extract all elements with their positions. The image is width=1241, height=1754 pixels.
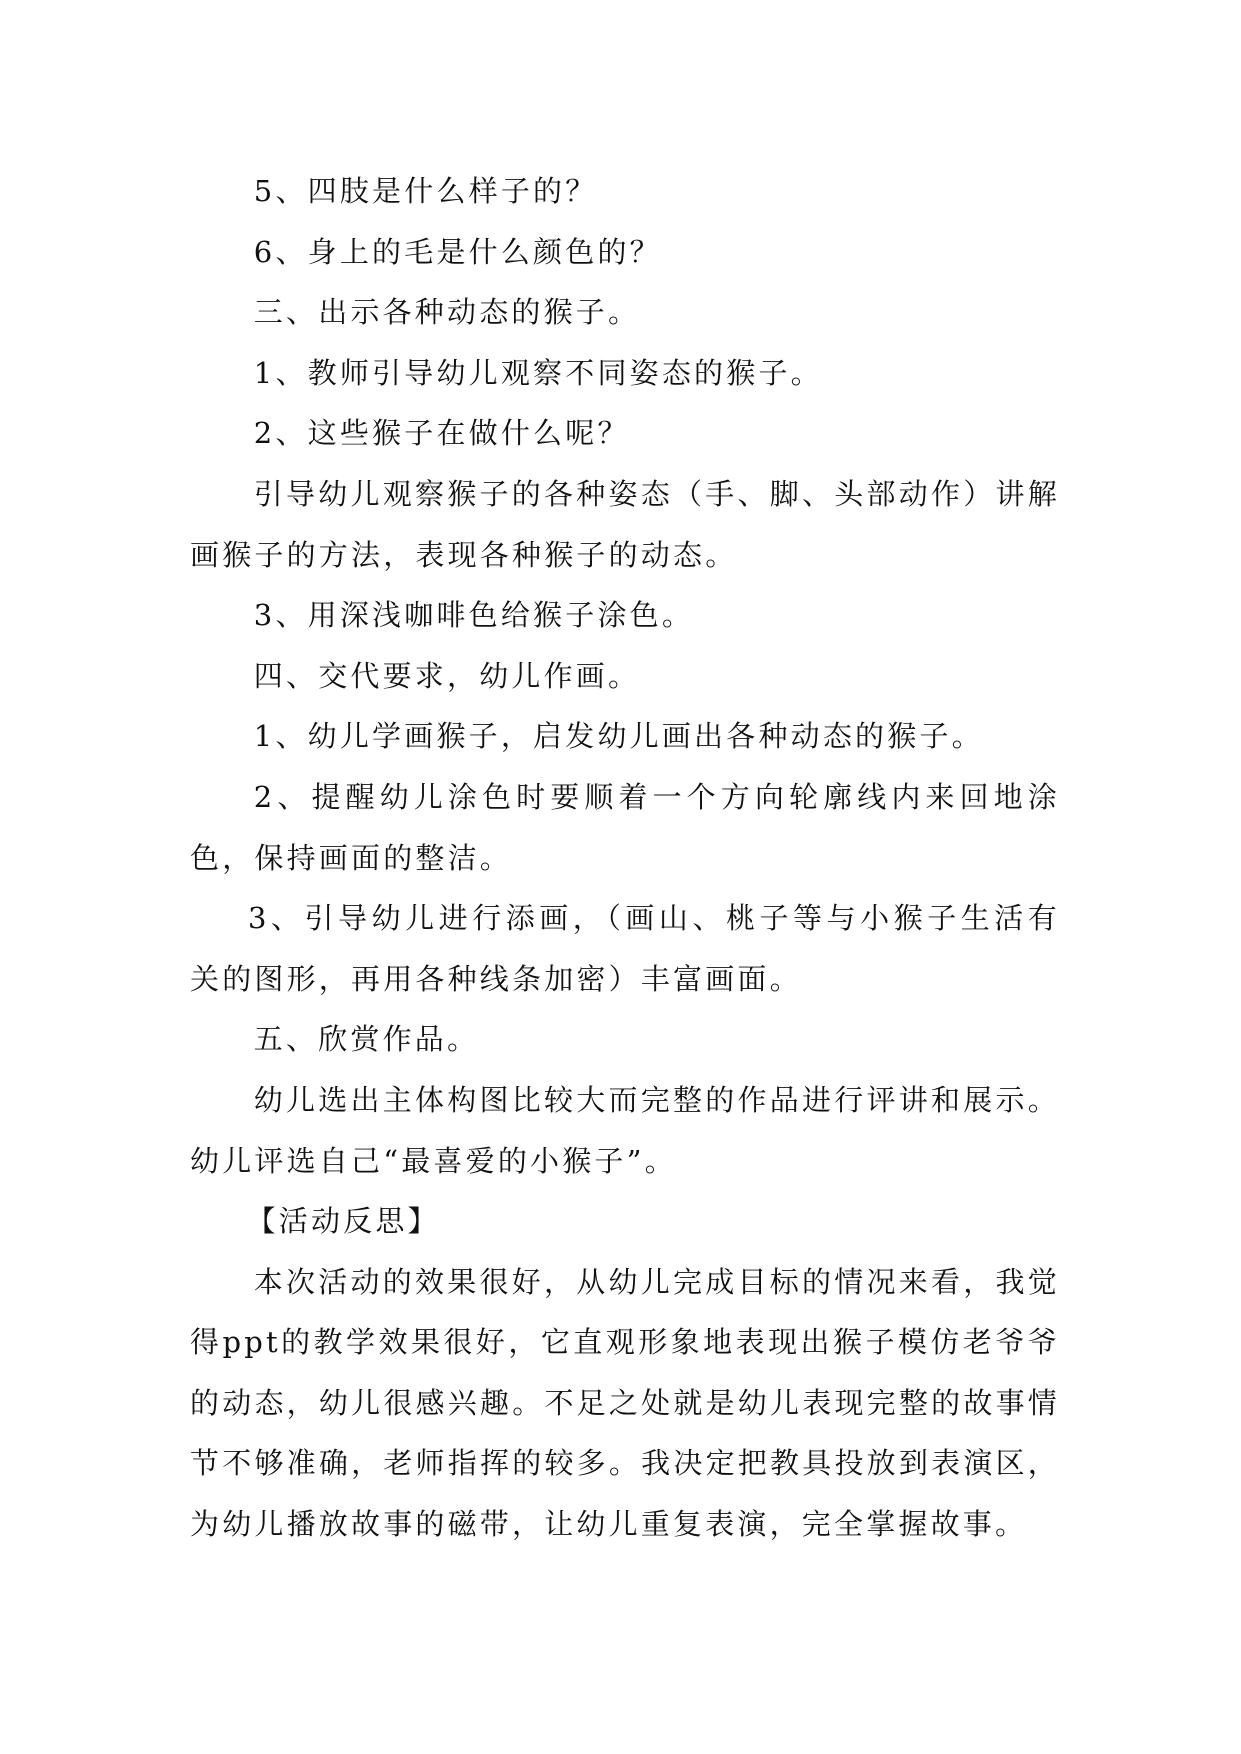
- document-body: [190, 161, 1060, 1555]
- paragraph-what-monkeys-doing: 2、这些猴子在做什么呢？: [253, 416, 630, 451]
- paragraph-reflection-body: 本次活动的效果很好，从幼儿完成目标的情况来看，我觉得ppt的教学效果很好，它直观形象地表现出猴子模仿老爷爷的动态，幼儿很感兴趣。不足之处就是幼儿表现完整的故事情节不够准确，老师指挥的较多。我决定把教具投放到表演区，为幼儿播放故事的磁带，让幼儿重复表演，完全掌握故事。: [190, 1264, 1060, 1542]
- section-heading-reflection: 【活动反思】: [246, 1204, 440, 1239]
- paragraph-coloring-direction: 2、提醒幼儿涂色时要顺着一个方向轮廓线内来回地涂色，保持画面的整洁。: [190, 779, 1060, 875]
- paragraph-limbs-question: 5、四肢是什么样子的？: [253, 174, 598, 208]
- section-heading-requirements: 四、交代要求，幼儿作画。: [253, 658, 641, 693]
- paragraph-learn-to-draw: 1、幼儿学画猴子，启发幼儿画出各种动态的猴子。: [253, 719, 984, 754]
- paragraph-select-works: 幼儿选出主体构图比较大而完整的作品进行评讲和展示。幼儿评选自己“最喜爱的小猴子”。: [190, 1082, 1060, 1178]
- paragraph-coloring: 3、用深浅咖啡色给猴子涂色。: [253, 598, 695, 633]
- paragraph-add-drawing: 3、引导幼儿进行添画，（画山、桃子等与小猴子生活有关的图形，再用各种线条加密）丰富画面。: [190, 901, 1060, 996]
- paragraph-observe-postures: 1、教师引导幼儿观察不同姿态的猴子。: [253, 355, 823, 390]
- paragraph-fur-color-question: 6、身上的毛是什么颜色的？: [253, 234, 662, 269]
- section-heading-appreciate: 五、欣赏作品。: [253, 1022, 480, 1057]
- section-heading-show-monkeys: 三、出示各种动态的猴子。: [253, 295, 641, 330]
- paragraph-drawing-method: 引导幼儿观察猴子的各种姿态（手、脚、头部动作）讲解画猴子的方法，表现各种猴子的动态。: [190, 476, 1060, 572]
